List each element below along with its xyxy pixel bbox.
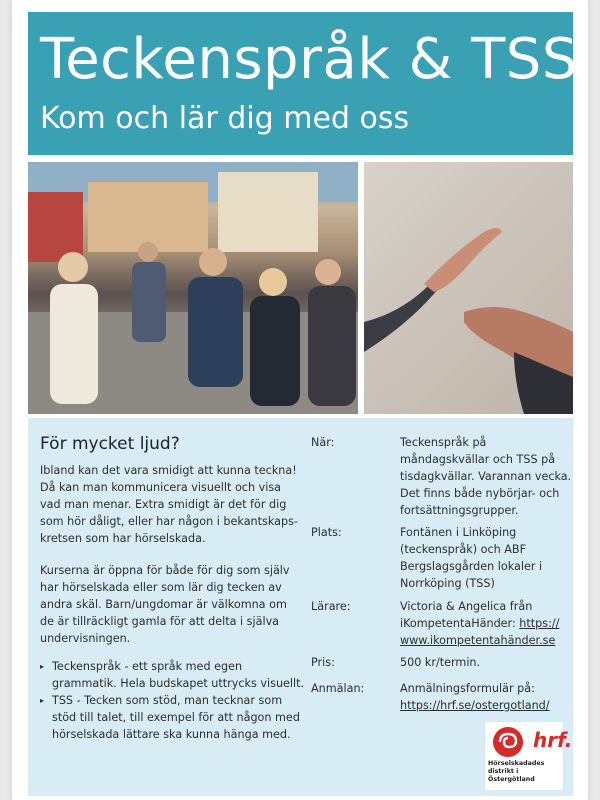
- page-subtitle: Kom och lär dig med oss: [40, 101, 410, 136]
- logo-org: Hörselskadades distrikt i Östergötland: [488, 760, 545, 783]
- teacher-value: [400, 598, 572, 649]
- teacher-text: Victoria & Angelica från iKompetentaHänder:: [400, 600, 533, 630]
- hrf-swirl-icon: [488, 725, 534, 759]
- price-label: Pris:: [311, 656, 335, 669]
- signup-text: Anmälningsformulär på:: [400, 682, 535, 695]
- when-label: När:: [311, 436, 335, 449]
- intro-paragraph: Ibland kan det vara smidigt att kunna teckna! Då kan man kommunicera visuellt och visa vad man menar. Extra smidigt är det för dig som hör dåligt, eller har någon i bekantskaps-kretsen som har hörselskada.: [40, 464, 298, 545]
- place-label: Plats:: [311, 526, 342, 539]
- flyer-page: [12, 0, 588, 800]
- header-banner: [28, 12, 578, 155]
- bullet-text: TSS - Tecken som stöd, man tecknar som stöd till talet, till exempel för att någon med hörselskada lättare ska kunna hänga med.: [52, 694, 300, 741]
- course-type-list: [40, 658, 308, 743]
- list-item: [40, 658, 308, 692]
- signup-label: Anmälan:: [311, 682, 365, 695]
- teacher-link[interactable]: https:// www.ikompetentahänder.se: [400, 617, 560, 647]
- bullet-arrow-icon: ▸: [40, 696, 45, 705]
- price-value: 500 kr/termin.: [400, 656, 481, 669]
- place-value: Fontänen i Linköping (teckenspråk) och ABF Bergslagsgården lokaler i Norrköping (TSS): [400, 526, 543, 590]
- signup-value: [400, 680, 572, 714]
- teacher-label: Lärare:: [311, 600, 351, 613]
- when-value: Teckenspråk på måndagskvällar och TSS på tisdagkvällar. Varannan vecka. Det finns både nybörjar- och fortsättningsgrupper.: [400, 436, 572, 517]
- list-item: [40, 692, 308, 743]
- signup-link[interactable]: https://hrf.se/ostergotland/: [400, 699, 550, 712]
- info-panel: [28, 418, 573, 796]
- course-paragraph: Kurserna är öppna för både för dig som själv har hörselskada eller som lär dig tecken av andra skäl. Barn/ungdomar är välkomna om de är tillräckligt gamla för att delta i själva undervisningen.: [40, 564, 290, 645]
- signing-hands-photo: [364, 162, 573, 414]
- hrf-logo: [485, 722, 573, 790]
- page-title: Teckenspråk & TSS: [40, 27, 578, 92]
- bullet-text: Teckenspråk - ett språk med egen grammatik. Hela budskapet uttrycks visuellt.: [52, 660, 305, 690]
- street-crowd-photo: [28, 162, 358, 414]
- logo-name: hrf.: [533, 728, 573, 752]
- bullet-arrow-icon: ▸: [40, 662, 45, 671]
- intro-heading: För mycket ljud?: [40, 434, 180, 454]
